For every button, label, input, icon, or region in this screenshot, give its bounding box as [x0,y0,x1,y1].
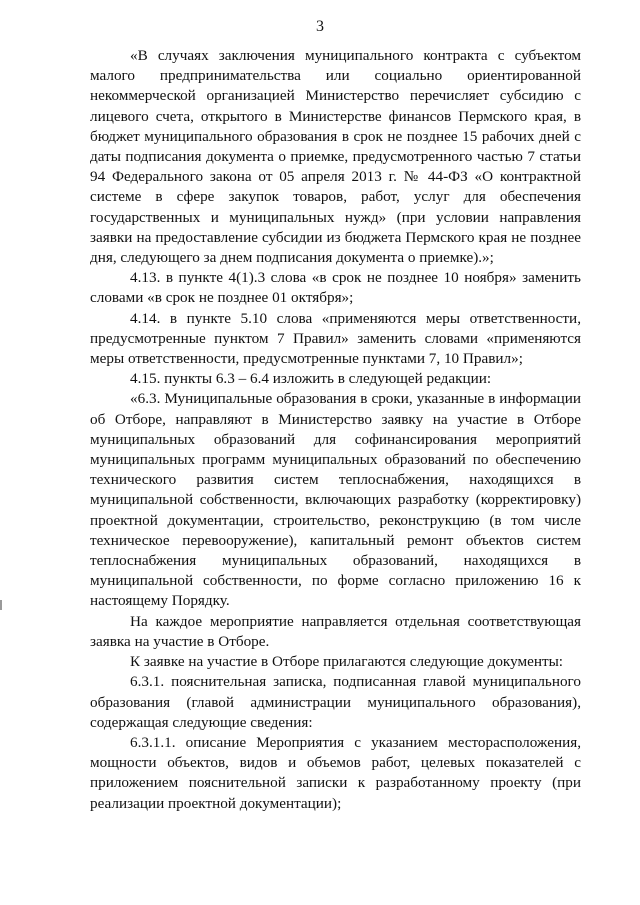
paragraph-6-3: «6.3. Муниципальные образования в сроки, указанные в информации об Отборе, направляют в Министерство заявку на участие в Отборе муниципальных образований для софинансирования мероприятий муниципальных программ муниципальных образований по обеспечению технического развития систем теплоснабжения, находящихся в муниципальной собственности, включающих разработку (корректировку) проектной документации, строительство, реконструкцию (в том числе техническое перевооружение), капитальный ремонт объектов систем теплоснабжения муниципальных образований, находящихся в муниципальной собственности, по форме согласно приложению 16 к настоящему Порядку. [90,390,581,610]
paragraph-separate-application: На каждое мероприятие направляется отдельная соответствующая заявка на участие в Отборе. [90,612,581,650]
paragraph-6-3-1: 6.3.1. пояснительная записка, подписанная главой муниципального образования (главой администрации муниципального образования), содержащая следующие сведения: [90,673,581,731]
paragraph-4-14: 4.14. в пункте 5.10 слова «применяются меры ответственности, предусмотренные пунктом 7 Правил» заменить словами «применяются меры ответственности, предусмотренные пунктами 7, 10 Правил»; [90,309,581,368]
paragraph-6-3-1-1: 6.3.1.1. описание Мероприятия с указанием месторасположения, мощности объектов, видов и объемов работ, целевых показателей с приложением пояснительной записки к разработанному проекту (при реализации проектной документации); [90,733,581,812]
page-number: 3 [316,18,324,35]
document-body [90,46,581,814]
paragraph-4-15: 4.15. пункты 6.3 – 6.4 изложить в следующей редакции: [130,370,492,388]
scan-edge-mark [0,600,2,610]
paragraph-4-13: 4.13. в пункте 4(1).3 слова «в срок не позднее 10 ноября» заменить словами «в срок не позднее 01 октября»; [90,269,581,307]
paragraph-subsidy-transfer: «В случаях заключения муниципального контракта с субъектом малого предпринимательства или социально ориентированной некоммерческой организацией Министерство перечисляет субсидию с лицевого счета, открытого в Министерстве финансов Пермского края, в бюджет муниципального образования в срок не позднее 15 рабочих дней с даты подписания документа о приемке, предусмотренного частью 7 статьи 94 Федерального закона от 05 апреля 2013 г. № 44-ФЗ «О контрактной системе в сфере закупок товаров, работ, услуг для обеспечения государственных и муниципальных нужд» (при условии направления заявки на предоставление субсидии из бюджета Пермского края не позднее дня, следующего за днем подписания документа о приемке).»; [90,47,581,267]
paragraph-attached-documents: К заявке на участие в Отборе прилагаются следующие документы: [130,653,564,671]
